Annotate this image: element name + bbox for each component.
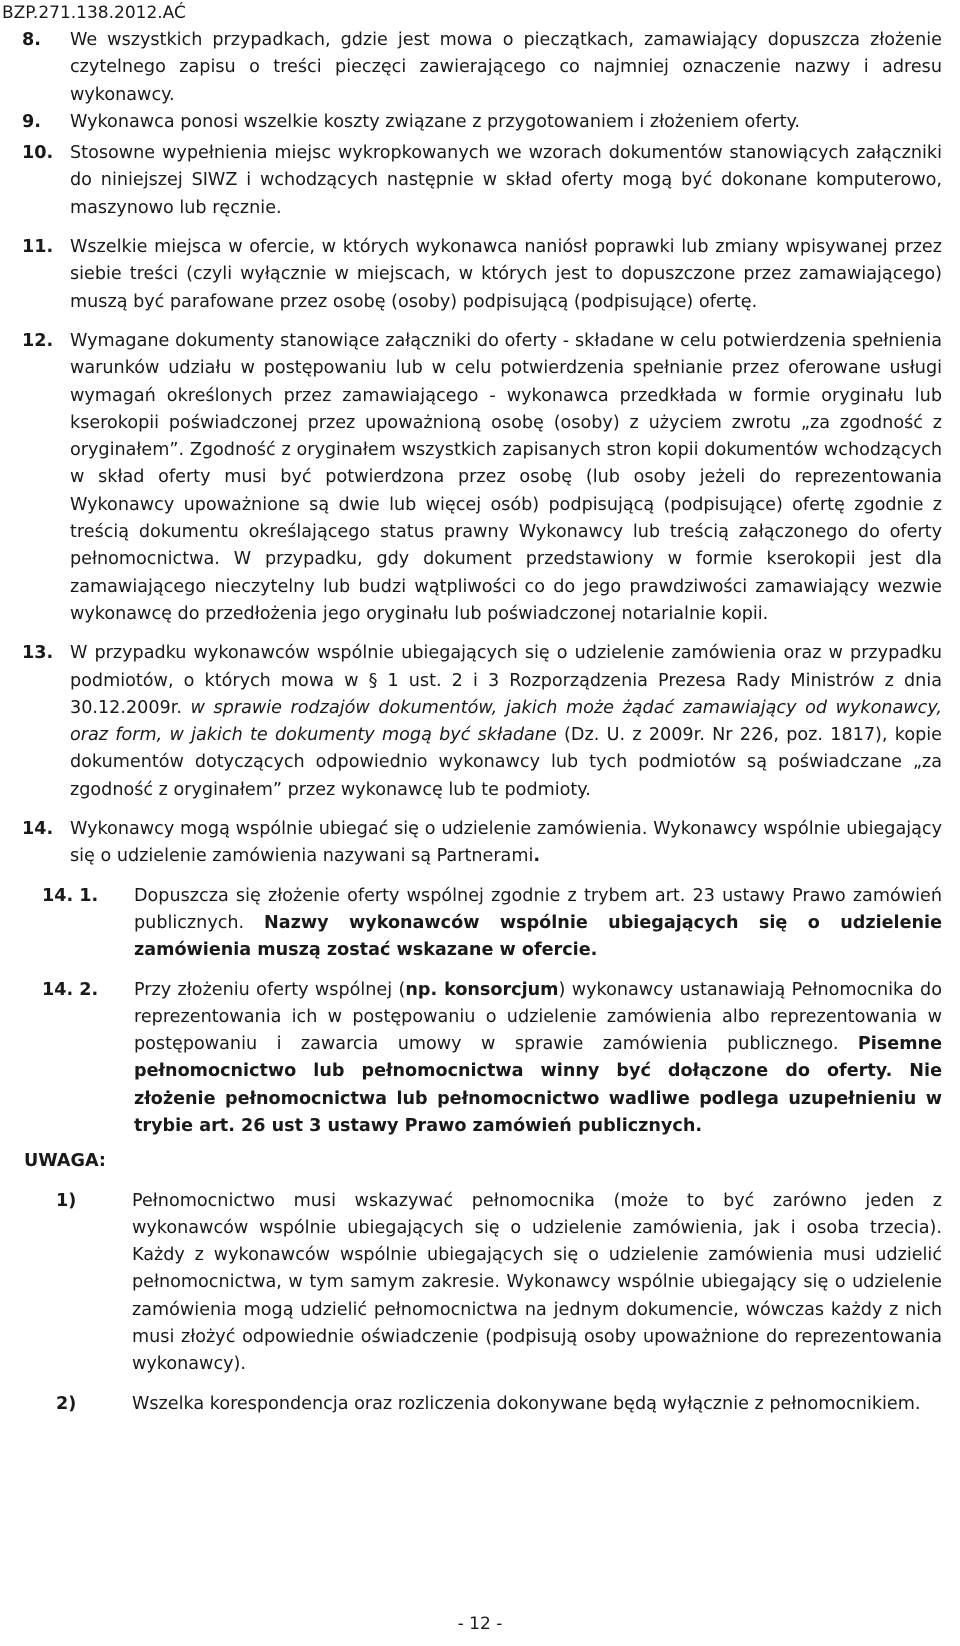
list-item (22, 109, 942, 136)
item-number: 14. 2. (42, 979, 99, 1000)
item-number: 10. (22, 143, 54, 164)
note-item (56, 1188, 942, 1379)
item-text (134, 883, 942, 965)
item-text (70, 816, 942, 871)
list-item (22, 816, 942, 871)
item-number: 8. (22, 30, 41, 50)
list-item (22, 640, 942, 804)
page-number: - 12 - (457, 1614, 503, 1634)
note-item (56, 1391, 942, 1418)
item-text-part: . (533, 846, 541, 867)
document-reference: BZP.271.138.2012.AĆ (2, 3, 186, 23)
note-text: Pełnomocnictwo musi wskazywać pełnomocnika (może to być zarówno jeden z wykonawców wspólnie ubiegających się o udzielenie zamówienia, jak i osoba trzecia). Każdy z wykonawców wspólnie ubiegających się o udzielenie zamówienia musi udzielić pełnomocnictwa, w tym samym zakresie. Wykonawcy wspólnie ubiegający się o udzielenie zamówienia mogą udzielić pełnomocnictwa na jednym dokumencie, wówczas każdy z nich musi złożyć odpowiednie oświadczenie (podpisują osoby upoważnione do reprezentowania wykonawcy). (132, 1190, 942, 1375)
item-number: 9. (22, 111, 41, 132)
sub-list-item (42, 883, 942, 965)
list-item (22, 234, 942, 316)
item-text-part: Wykonawcy mogą wspólnie ubiegać się o udzielenie zamówienia. Wykonawcy wspólnie ubiegający się o udzielenie zamówienia nazywani są Partnerami (70, 819, 942, 867)
item-number: 11. (22, 237, 54, 258)
emphasis-text: np. konsorcjum (405, 979, 559, 1000)
note-heading: UWAGA: (24, 1151, 106, 1172)
item-number: 13. (22, 643, 54, 664)
item-text: We wszystkich przypadkach, gdzie jest mowa o pieczątkach, zamawiający dopuszcza złożenie czytelnego zapisu o treści pieczęci zawierającego co najmniej oznaczenie nazwy i adresu wykonawcy. (70, 30, 942, 105)
item-number: 12. (22, 330, 54, 351)
item-text-part: ) wykonawcy ustanawiają Pełnomocnika do reprezentowania ich w postępowaniu o udzielenie zamówienia albo reprezentowania w postępowaniu i zawarcia umowy w sprawie zamówienia publicznego. (134, 979, 942, 1055)
item-text: Wymagane dokumenty stanowiące załączniki do oferty - składane w celu potwierdzenia spełnienia warunków udziału w postępowaniu lub w celu potwierdzenia spełnianie przez oferowane usługi wymagań określonych przez zamawiającego - wykonawca przedkłada w formie oryginału lub kserokopii poświadczonej przez upoważnioną osobę (osoby) z użyciem zwrotu „za zgodność z oryginałem”. Zgodność z oryginałem wszystkich zapisanych stron kopii dokumentów wchodzących w skład oferty musi być potwierdzona przez osobę (lub osoby jeżeli do reprezentowania Wykonawcy upoważnione są dwie lub więcej osób) podpisującą (podpisujące) ofertę zgodnie z treścią dokumentu określającego status prawny Wykonawcy lub treścią załączonego do oferty pełnomocnictwa. W przypadku, gdy dokument przedstawiony w formie kserokopii jest dla zamawiającego nieczytelny lub budzi wątpliwości co do jego prawdziwości zamawiający wezwie wykonawcę do przedłożenia jego oryginału lub poświadczonej notarialnie kopii. (70, 330, 942, 624)
item-text-part: W przypadku wykonawców wspólnie ubiegających się o udzielenie zamówienia oraz w przypadku podmiotów, o których mowa w § 1 ust. 2 i 3 Rozporządzenia Prezesa Rady Ministrów z dnia 30.12.2009r. (70, 643, 942, 718)
emphasis-text: Nazwy wykonawców wspólnie ubiegających się o udzielenie zamówienia muszą zostać wskazane w ofercie. (134, 912, 942, 961)
item-text-part: Przy złożeniu oferty wspólnej ( (134, 979, 406, 1000)
item-text: Stosowne wypełnienia miejsc wykropkowanych we wzorach dokumentów stanowiących załączniki do niniejszej SIWZ i wchodzących następnie w skład oferty mogą być dokonane komputerowo, maszynowo lub ręcznie. (70, 143, 942, 218)
item-text: Wszelkie miejsca w ofercie, w których wykonawca naniósł poprawki lub zmiany wpisywanej przez siebie treści (czyli wyłącznie w miejscach, w których jest to dopuszczone przez zamawiającego) muszą być parafowane przez osobę (osoby) podpisującą (podpisujące) ofertę. (70, 237, 942, 312)
item-text-part: (Dz. U. z 2009r. Nr 226, poz. 1817), kopie dokumentów dotyczących odpowiednio wykonawcy lub tych podmiotów są poświadczane „za zgodność z oryginałem” przez wykonawcę lub te podmioty. (70, 725, 942, 800)
list-item (22, 328, 942, 628)
item-text (134, 977, 942, 1141)
document-body (22, 27, 942, 1418)
emphasis-text: Pisemne pełnomocnictwo lub pełnomocnictwa winny być dołączone do oferty. Nie złożenie pełnomocnictwa lub pełnomocnictwo wadliwe podlega uzupełnieniu w trybie art. 26 ust 3 ustawy Prawo zamówień publicznych. (134, 1034, 942, 1136)
item-text-part: Dopuszcza się złożenie oferty wspólnej zgodnie z trybem art. 23 ustawy Prawo zamówień publicznych. (134, 885, 942, 933)
note-text: Wszelka korespondencja oraz rozliczenia dokonywane będą wyłącznie z pełnomocnikiem. (132, 1393, 921, 1414)
item-text (70, 640, 942, 804)
item-number: 14. 1. (42, 885, 99, 906)
list-item (22, 27, 942, 109)
item-text: Wykonawca ponosi wszelkie koszty związane z przygotowaniem i złożeniem oferty. (70, 111, 800, 132)
note-number: 1) (56, 1190, 77, 1211)
item-number: 14. (22, 819, 54, 840)
regulation-title: w sprawie rodzajów dokumentów, jakich może żądać zamawiający od wykonawcy, oraz form, w jakich te dokumenty mogą być składane (70, 697, 942, 746)
sub-list-item (42, 977, 942, 1141)
note-number: 2) (56, 1393, 77, 1414)
list-item (22, 140, 942, 222)
